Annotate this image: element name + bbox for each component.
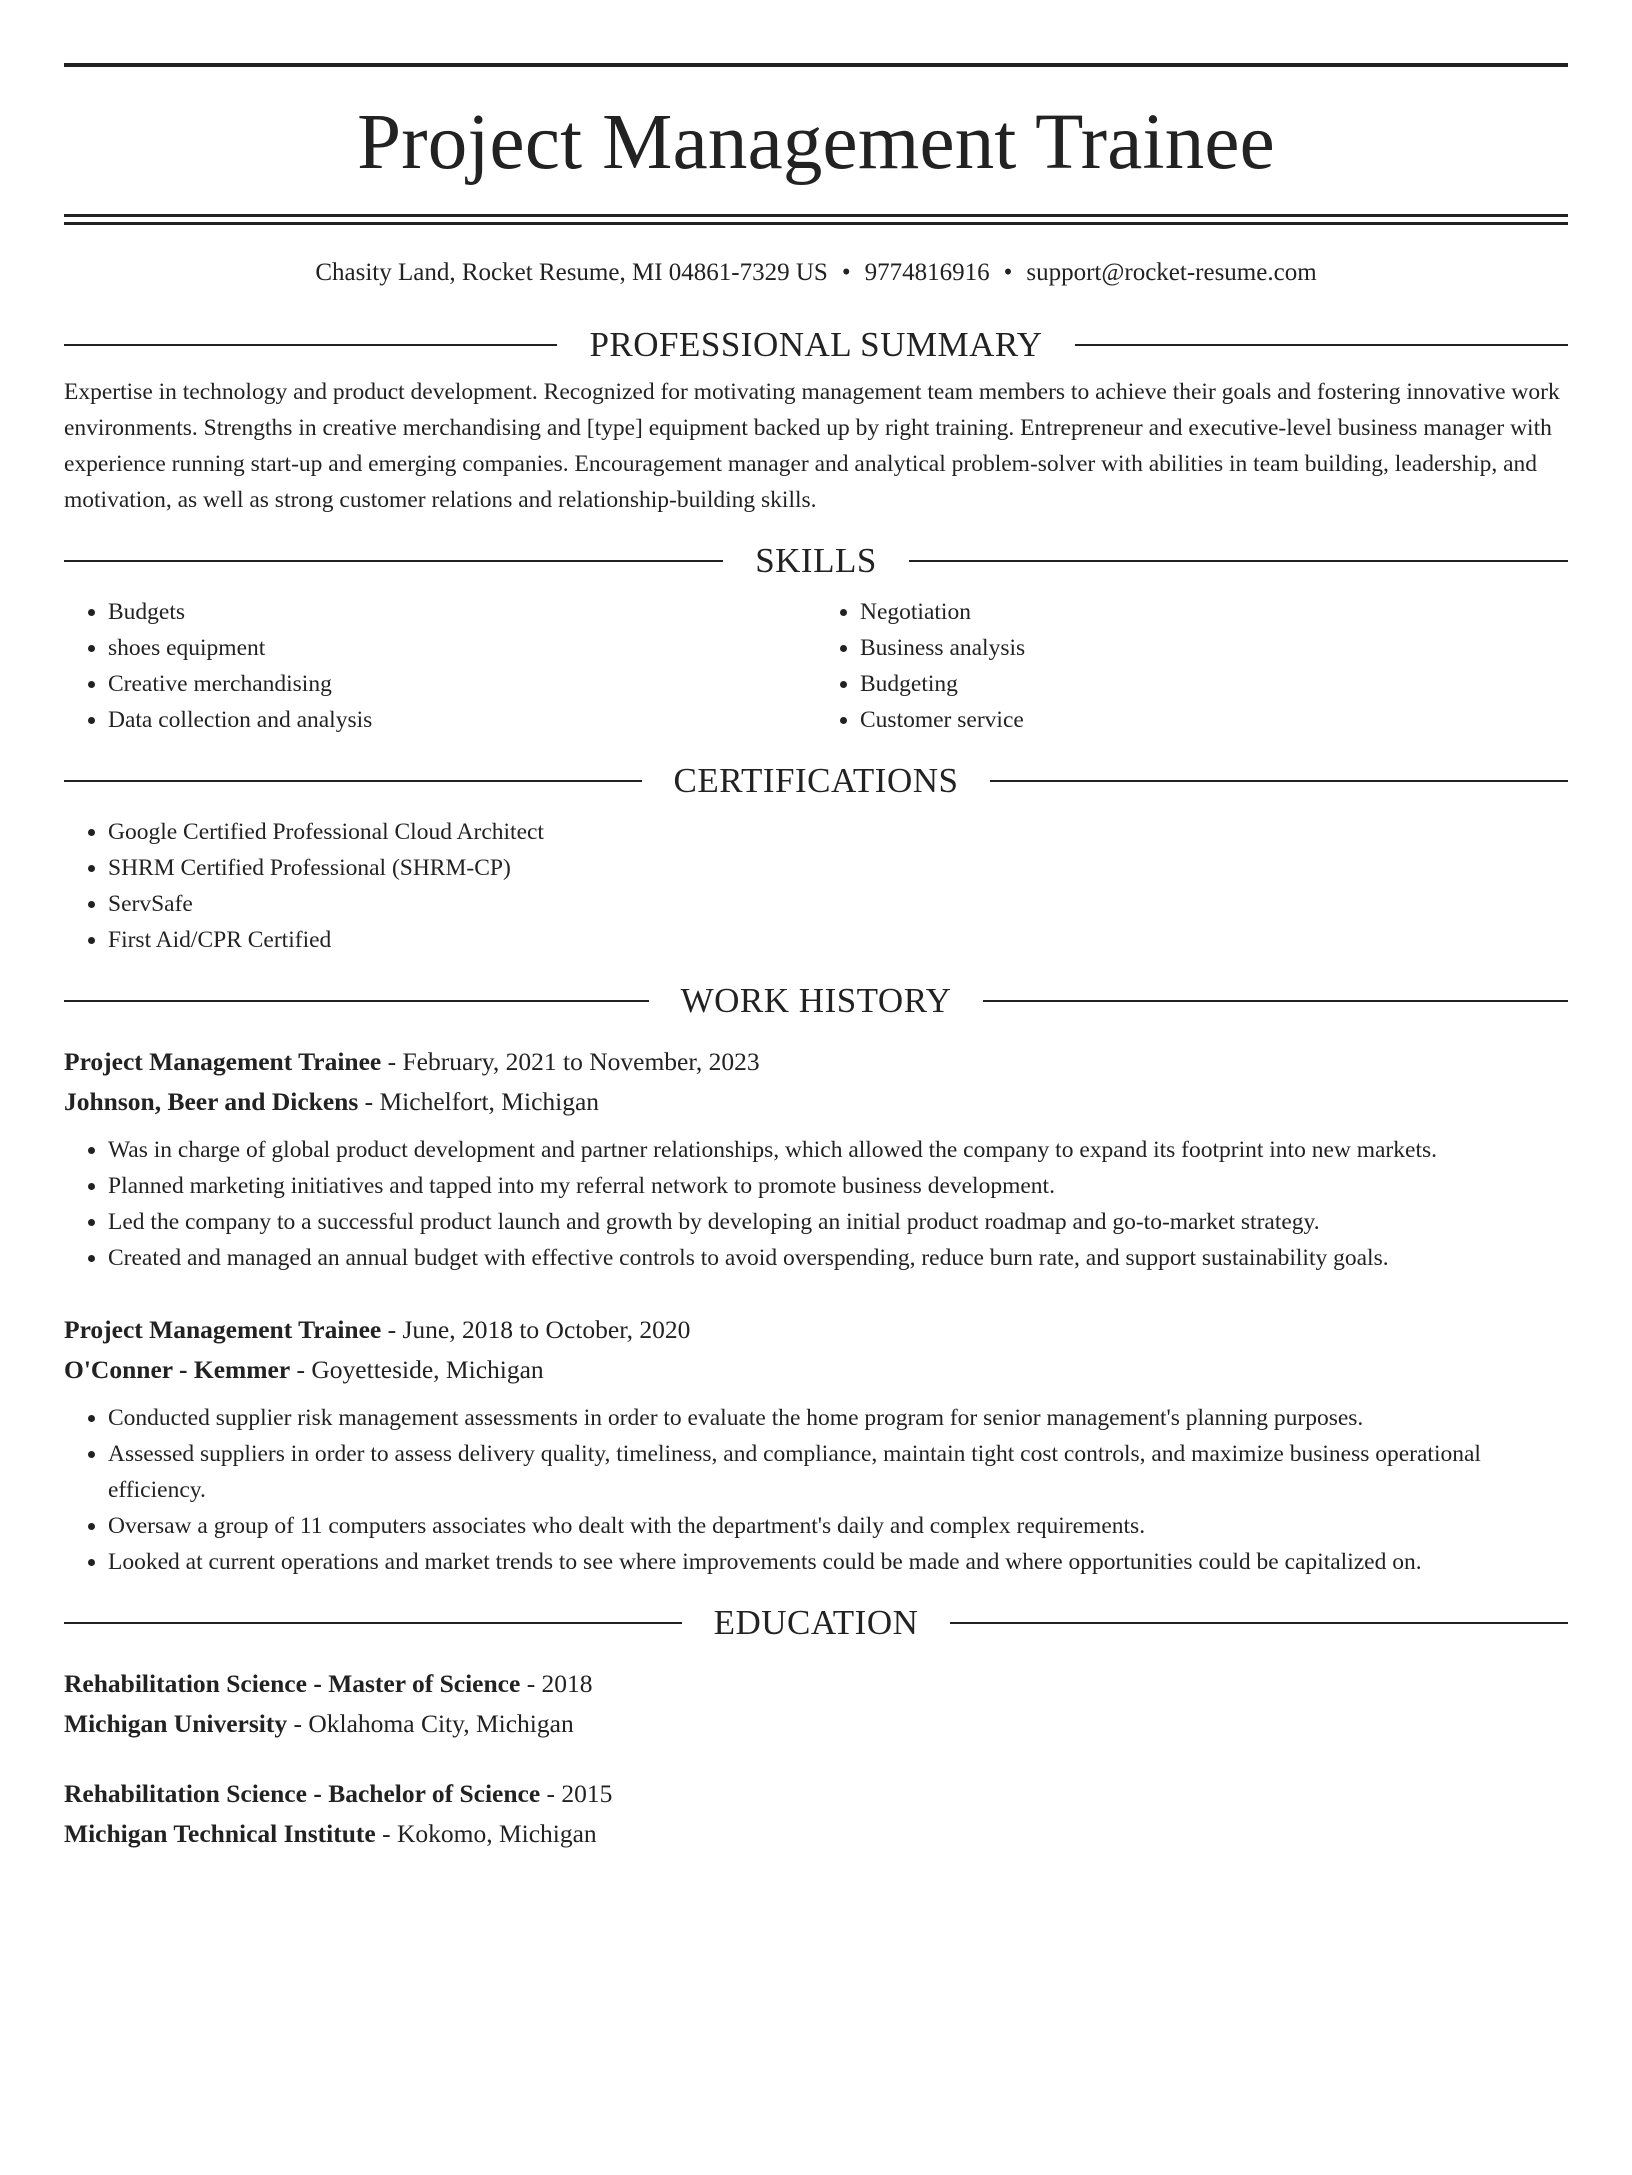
resume-page (0, 63, 1632, 2175)
skill-item: • Budgeting (860, 666, 1568, 702)
job-duty: • Oversaw a group of 11 computers associates who dealt with the department's daily and complex requirements. (108, 1508, 1568, 1544)
section-title: EDUCATION (713, 1603, 919, 1642)
heading-rule-left (64, 560, 723, 562)
section-title: PROFESSIONAL SUMMARY (589, 325, 1043, 364)
contact-separator: • (841, 259, 851, 286)
job-dates: - February, 2021 to November, 2023 (381, 1047, 760, 1076)
heading-rule-right (983, 1000, 1568, 1002)
heading-rule-left (64, 1000, 649, 1002)
job-title: Project Management Trainee (64, 1047, 382, 1076)
skill-item: • Data collection and analysis (108, 702, 816, 738)
job-entry (64, 1042, 1568, 1276)
job-header (64, 1310, 1568, 1350)
section-title: WORK HISTORY (680, 981, 952, 1020)
skill-item: • Customer service (860, 702, 1568, 738)
job-entry (64, 1310, 1568, 1580)
skill-item: • Business analysis (860, 630, 1568, 666)
education-year: - 2015 (540, 1779, 613, 1808)
heading-rule-left (64, 780, 642, 782)
education-degree-line (64, 1664, 1568, 1704)
contact-email[interactable]: support@rocket-resume.com (1026, 259, 1317, 286)
section-heading-work-history (64, 980, 1568, 1022)
skill-item: • Creative merchandising (108, 666, 816, 702)
job-duty: • Looked at current operations and market trends to see where improvements could be made and where opportunities could be capitalized on. (108, 1544, 1568, 1580)
skill-item: • Negotiation (860, 594, 1568, 630)
certification-item: • SHRM Certified Professional (SHRM-CP) (108, 850, 1568, 886)
job-duties (64, 1132, 1568, 1276)
contact-separator: • (1003, 259, 1013, 286)
job-duty: • Planned marketing initiatives and tapped into my referral network to promote business development. (108, 1168, 1568, 1204)
job-location: - Michelfort, Michigan (358, 1087, 600, 1116)
heading-rule-right (990, 780, 1568, 782)
certification-item: • ServSafe (108, 886, 1568, 922)
section-heading-certifications (64, 760, 1568, 802)
job-duty: • Created and managed an annual budget with effective controls to avoid overspending, reduce burn rate, and support sustainability goals. (108, 1240, 1568, 1276)
education-entry (64, 1664, 1568, 1744)
skills-column-left (64, 594, 816, 738)
job-employer (64, 1082, 1568, 1122)
job-company: O'Conner - Kemmer (64, 1355, 291, 1384)
job-duties (64, 1400, 1568, 1580)
education-school-line (64, 1814, 1568, 1854)
heading-rule-right (950, 1622, 1568, 1624)
section-heading-skills (64, 540, 1568, 582)
job-duty: • Assessed suppliers in order to assess delivery quality, timeliness, and compliance, maintain tight cost controls, and maximize business operational efficiency. (108, 1436, 1568, 1508)
education-location: - Kokomo, Michigan (375, 1819, 597, 1848)
section-title: SKILLS (755, 541, 877, 580)
heading-rule-left (64, 1622, 682, 1624)
education-degree: Rehabilitation Science - Master of Science (64, 1669, 521, 1698)
skills-column-right (816, 594, 1568, 738)
heading-rule-right (909, 560, 1568, 562)
top-rule (64, 63, 1568, 67)
certification-item: • Google Certified Professional Cloud Architect (108, 814, 1568, 850)
education-degree-line (64, 1774, 1568, 1814)
education-school-line (64, 1704, 1568, 1744)
section-heading-education (64, 1602, 1568, 1644)
education-school: Michigan University (64, 1709, 288, 1738)
skills-list (64, 594, 1568, 738)
certifications-list (64, 814, 1568, 958)
education-school: Michigan Technical Institute (64, 1819, 376, 1848)
double-rule (64, 214, 1568, 225)
heading-rule-right (1075, 344, 1568, 346)
skill-item: • shoes equipment (108, 630, 816, 666)
certification-item: • First Aid/CPR Certified (108, 922, 1568, 958)
summary-text: Expertise in technology and product development. Recognized for motivating management team members to achieve their goals and fostering innovative work environments. Strengths in creative merchandising and [type] equipment backed up by right training. Entrepreneur and executive-level business manager with experience running start-up and emerging companies. Encouragement manager and analytical problem-solver with abilities in team building, leadership, and motivation, as well as strong customer relations and relationship-building skills. (64, 379, 1560, 513)
resume-title: Project Management Trainee (357, 99, 1275, 186)
job-company: Johnson, Beer and Dickens (64, 1087, 359, 1116)
job-employer (64, 1350, 1568, 1390)
education-entry (64, 1774, 1568, 1854)
job-dates: - June, 2018 to October, 2020 (381, 1315, 691, 1344)
skill-item: • Budgets (108, 594, 816, 630)
education-year: - 2018 (520, 1669, 593, 1698)
contact-line (64, 256, 1568, 290)
job-header (64, 1042, 1568, 1082)
job-duty: • Was in charge of global product development and partner relationships, which allowed the company to expand its footprint into new markets. (108, 1132, 1568, 1168)
education-degree: Rehabilitation Science - Bachelor of Science (64, 1779, 541, 1808)
contact-address: Chasity Land, Rocket Resume, MI 04861-7329 US (315, 259, 828, 286)
contact-phone[interactable]: 9774816916 (864, 259, 990, 286)
job-location: - Goyetteside, Michigan (290, 1355, 544, 1384)
heading-rule-left (64, 344, 557, 346)
section-title: CERTIFICATIONS (673, 761, 959, 800)
education-location: - Oklahoma City, Michigan (287, 1709, 574, 1738)
job-duty: • Led the company to a successful product launch and growth by developing an initial product roadmap and go-to-market strategy. (108, 1204, 1568, 1240)
section-heading-summary (64, 324, 1568, 366)
job-duty: • Conducted supplier risk management assessments in order to evaluate the home program for senior management's planning purposes. (108, 1400, 1568, 1436)
job-title: Project Management Trainee (64, 1315, 382, 1344)
